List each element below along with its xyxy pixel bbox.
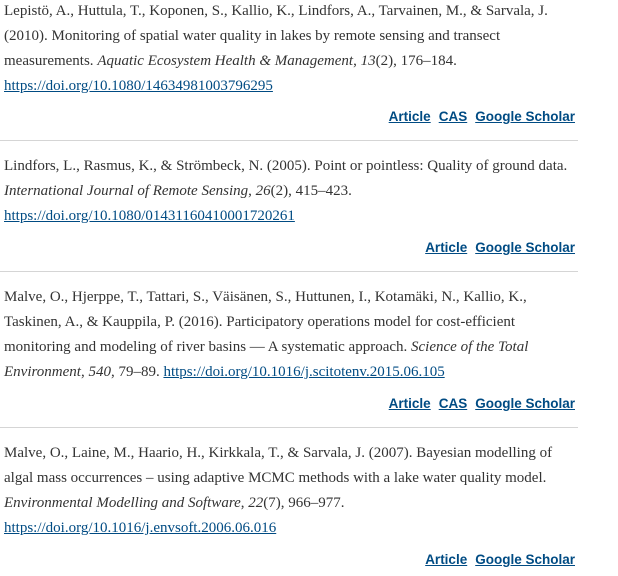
citation-authors-title: Lindfors, L., Rasmus, K., & Strömbeck, N. (2005). Point or pointless: Quality of ground data. xyxy=(4,158,568,174)
citation-text xyxy=(0,0,578,99)
citation-separator: , xyxy=(248,183,256,199)
reference-item xyxy=(0,272,578,428)
doi-link[interactable]: https://doi.org/10.1080/01431160410001720261 xyxy=(4,208,295,224)
reference-links xyxy=(381,396,575,411)
citation-authors-title: Lepistö, A., Huttula, T., Koponen, S., Kallio, K., Lindfors, A., Tarvainen, M., & Sarvala, J. (2010). Monitoring of spatial water quality in lakes by remote sensing and transect measurements. xyxy=(4,3,548,69)
citation-text xyxy=(0,272,578,385)
reference-links xyxy=(417,240,575,255)
doi-link[interactable]: https://doi.org/10.1080/14634981003796295 xyxy=(4,78,273,94)
citation-text xyxy=(0,428,578,541)
reference-item xyxy=(0,428,578,575)
reference-links xyxy=(381,109,575,124)
reference-links xyxy=(417,552,575,567)
reference-item xyxy=(0,0,578,141)
google-scholar-link[interactable]: Google Scholar xyxy=(475,240,575,255)
citation-authors-title: Malve, O., Laine, M., Haario, H., Kirkkala, T., & Sarvala, J. (2007). Bayesian modelling of algal mass occurrences – using adaptive MCMC methods with a lake water quality model. xyxy=(4,445,553,486)
journal-volume: 26 xyxy=(255,183,271,199)
journal-volume: 13 xyxy=(360,53,376,69)
cas-link[interactable]: CAS xyxy=(438,109,468,124)
article-link[interactable]: Article xyxy=(388,109,431,124)
journal-name: Science of the Total Environment xyxy=(4,339,529,380)
citation-separator: , xyxy=(80,364,89,380)
cas-link[interactable]: CAS xyxy=(438,396,468,411)
journal-volume: 540 xyxy=(88,364,111,380)
article-link[interactable]: Article xyxy=(425,240,468,255)
citation-text xyxy=(0,141,578,229)
google-scholar-link[interactable]: Google Scholar xyxy=(475,109,575,124)
google-scholar-link[interactable]: Google Scholar xyxy=(475,396,575,411)
citation-authors-title: Malve, O., Hjerppe, T., Tattari, S., Väisänen, S., Huttunen, I., Kotamäki, N., Kallio, K., Taskinen, A., & Kauppila, P. (2016). Participatory operations model for cost-efficient monitoring and modeling of river basins — A systematic approach. xyxy=(4,289,527,355)
citation-pages: (7), 966–977. xyxy=(263,495,345,511)
journal-volume: 22 xyxy=(248,495,264,511)
article-link[interactable]: Article xyxy=(425,552,468,567)
citation-separator: , xyxy=(240,495,249,511)
citation-pages: (2), 415–423. xyxy=(270,183,352,199)
citation-separator: , xyxy=(353,53,361,69)
google-scholar-link[interactable]: Google Scholar xyxy=(475,552,575,567)
citation-pages: (2), 176–184. xyxy=(375,53,457,69)
citation-pages: , 79–89. xyxy=(110,364,164,380)
journal-name: International Journal of Remote Sensing xyxy=(4,183,249,199)
journal-name: Environmental Modelling and Software xyxy=(4,495,241,511)
doi-link[interactable]: https://doi.org/10.1016/j.envsoft.2006.06.016 xyxy=(4,520,277,536)
doi-link[interactable]: https://doi.org/10.1016/j.scitotenv.2015.06.105 xyxy=(163,364,445,380)
article-link[interactable]: Article xyxy=(388,396,431,411)
reference-item xyxy=(0,141,578,272)
journal-name: Aquatic Ecosystem Health & Management xyxy=(97,53,354,69)
